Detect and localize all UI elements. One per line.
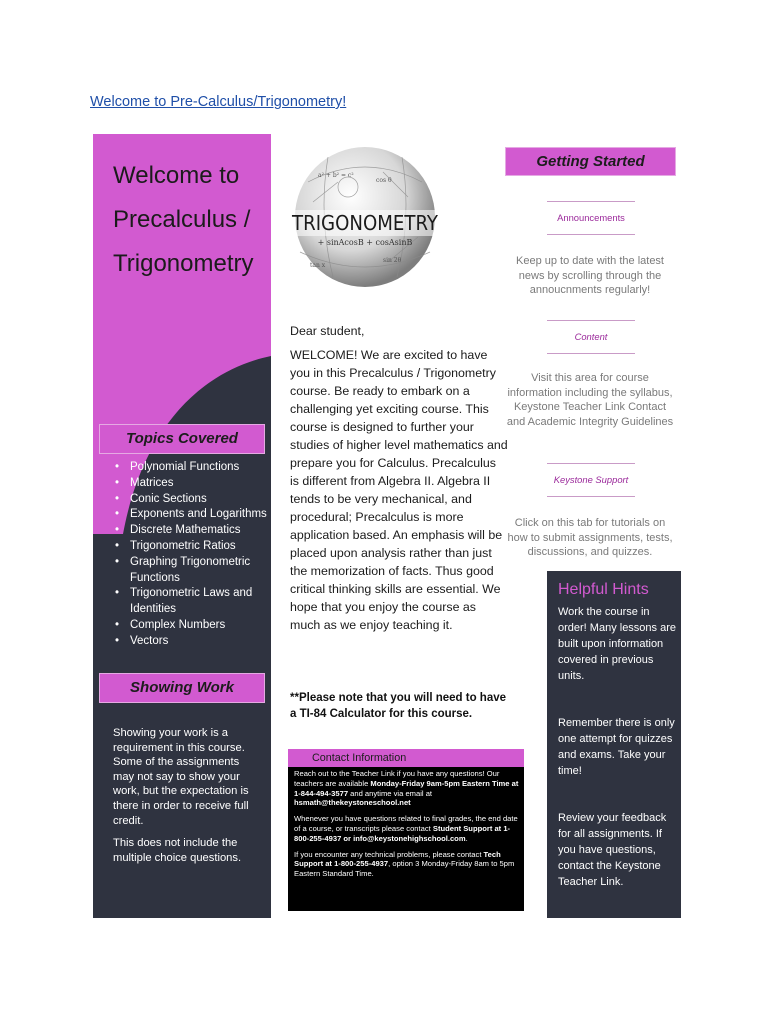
helpful-hints-title: Helpful Hints <box>558 581 649 598</box>
globe-formula-text: + sinAcosB + cosAsinB <box>317 238 413 247</box>
list-item: • Exponents and Logarithms <box>113 507 271 523</box>
announcements-description: Keep up to date with the latest news by scrolling through the annoucnments regularly! <box>516 255 664 297</box>
list-item: • Graphing Trigonometric Functions <box>113 555 271 587</box>
left-column-panel <box>93 134 271 918</box>
list-item: • Complex Numbers <box>113 618 271 634</box>
list-item: • Trigonometric Ratios <box>113 539 271 555</box>
student-support-contact[interactable]: Student Support at 1-800-255-4937 or info@keystonehighschool.com <box>294 823 511 843</box>
topics-list <box>113 460 271 650</box>
contact-text: If you encounter any technical problems, please contact <box>294 849 484 859</box>
contact-information-body <box>294 769 520 885</box>
getting-started-header: Getting Started <box>505 147 676 176</box>
course-title <box>113 154 271 286</box>
contact-information-header: Contact Information <box>288 749 524 767</box>
hint-one-attempt: Remember there is only one attempt for quizzes and exams. Take your time! <box>558 717 675 777</box>
hint-work-in-order: Work the course in order! Many lessons are built upon information covered in previous units. <box>558 606 676 682</box>
welcome-letter <box>290 322 508 640</box>
contact-tech-support-paragraph <box>294 850 520 879</box>
list-item: • Vectors <box>113 634 271 650</box>
svg-text:a² + b² = c²: a² + b² = c² <box>318 172 354 179</box>
course-title-line-2: Precalculus / <box>113 206 251 233</box>
letter-body: WELCOME! We are excited to have you in this Precalculus / Trigonometry course. Be ready to embark on a challenging yet exciting course. This course is designed to further your studies of higher level mathematics and prepare you for Calculus. Precalculus is different from Algebra II. Algebra II tends to be very mechanical, and procedural; Precalculus is more application based. An emphasis will be placed upon analysis rather than just the memorization of facts. Thus good critical thinking skills are essential. We hope that you enjoy the course as much as we enjoy teaching it. <box>290 348 508 632</box>
showing-work-text <box>113 726 263 873</box>
calculator-note: **Please note that you will need to have a TI-84 Calculator for this course. <box>290 692 507 720</box>
trigonometry-globe-image <box>288 142 442 292</box>
course-title-line-3: Trigonometry <box>113 250 254 277</box>
svg-text:cos θ: cos θ <box>376 177 392 184</box>
list-item: • Polynomial Functions <box>113 460 271 476</box>
course-title-line-1: Welcome to <box>113 162 240 189</box>
contact-text: . <box>465 833 468 843</box>
keystone-support-description: Click on this tab for tutorials on how to submit assignments, tests, discussions, and quizzes. <box>507 517 673 559</box>
showing-work-header: Showing Work <box>99 673 265 703</box>
list-item: • Matrices <box>113 476 271 492</box>
content-link[interactable]: Content <box>547 320 635 354</box>
hint-review-feedback: Review your feedback for all assignments. If you have questions, contact the Keystone Teacher Link. <box>558 812 667 888</box>
svg-text:tan x: tan x <box>310 262 326 269</box>
contact-text: , option 3 Monday-Friday 8am to 5pm Eastern Standard Time. <box>294 859 515 879</box>
teacher-link-email[interactable]: hsmath@thekeystoneschool.net <box>294 798 411 808</box>
content-description: Visit this area for course information including the syllabus, Keystone Teacher Link Contact and Academic Integrity Guidelines <box>506 372 674 428</box>
contact-text: Whenever you have questions related to final grades, the end date of a course, or transcripts please contact <box>294 814 518 833</box>
showing-work-paragraph-2: This does not include the multiple choice questions. <box>113 837 242 864</box>
svg-text:sin 2θ: sin 2θ <box>383 257 402 264</box>
globe-title-text: TRIGONOMETRY <box>291 211 439 235</box>
page-title-link[interactable]: Welcome to Pre-Calculus/Trigonometry! <box>90 94 347 110</box>
contact-text: and anytime via email at <box>348 788 433 798</box>
list-item: • Trigonometric Laws and Identities <box>113 586 271 618</box>
announcements-link[interactable]: Announcements <box>547 201 635 235</box>
keystone-support-link[interactable]: Keystone Support <box>547 463 635 497</box>
helpful-hints-panel <box>547 571 681 918</box>
contact-information-box <box>288 749 524 911</box>
list-item: • Conic Sections <box>113 492 271 508</box>
showing-work-paragraph-1: Showing your work is a requirement in this course. Some of the assignments may not say to show your work, but the expectation is there in order to receive full credit. <box>113 727 249 827</box>
teacher-link-phone: Monday-Friday 9am-5pm Eastern Time at 1-844-494-3577 <box>294 778 519 798</box>
tech-support-phone: Tech Support at 1-800-255-4937 <box>294 849 501 869</box>
contact-student-support-paragraph <box>294 814 520 843</box>
contact-text: Reach out to the Teacher Link if you have any questions! Our teachers are available <box>294 769 500 788</box>
contact-teacher-link-paragraph <box>294 769 520 808</box>
list-item: • Discrete Mathematics <box>113 523 271 539</box>
letter-salutation: Dear student, <box>290 324 365 338</box>
topics-covered-header: Topics Covered <box>99 424 265 454</box>
